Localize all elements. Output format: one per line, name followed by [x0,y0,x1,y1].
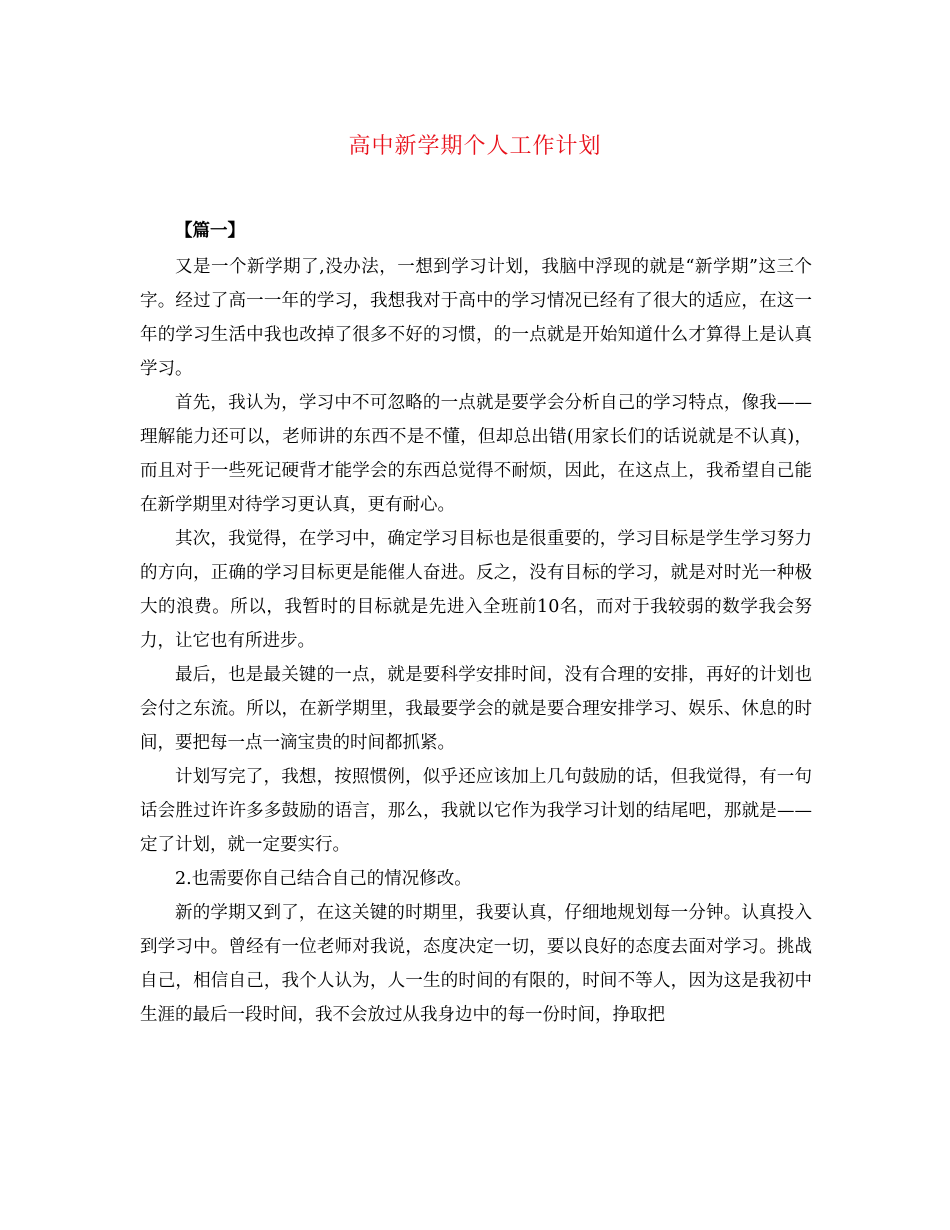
paragraph-5: 计划写完了，我想，按照惯例，似乎还应该加上几句鼓励的话，但我觉得，有一句话会胜过许许多多鼓励的语言，那么，我就以它作为我学习计划的结尾吧，那就是——定了计划，就一定要实行。 [140,767,812,855]
paragraph-1: 又是一个新学期了,没办法，一想到学习计划，我脑中浮现的就是“新学期”这三个字。经过了高一一年的学习，我想我对于高中的学习情况已经有了很大的适应，在这一年的学习生活中我也改掉了很多不好的习惯，的一点就是开始知道什么才算得上是认真学习。 [140,257,812,379]
section-label: 【篇一】 [175,221,245,241]
paragraph-7: 新的学期又到了，在这关键的时期里，我要认真，仔细地规划每一分钟。认真投入到学习中。曾经有一位老师对我说，态度决定一切，要以良好的态度去面对学习。挑战自己，相信自己，我个人认为，人一生的时间的有限的，时间不等人，因为这是我初中生涯的最后一段时间，我不会放过从我身边中的每一份时间，挣取把 [140,903,812,1025]
document-title: 高中新学期个人工作计划 [348,134,602,159]
paragraph-2: 首先，我认为，学习中不可忽略的一点就是要学会分析自己的学习特点，像我——理解能力还可以，老师讲的东西不是不懂，但却总出错(用家长们的话说就是不认真)，而且对于一些死记硬背才能学会的东西总觉得不耐烦，因此，在这点上，我希望自己能在新学期里对待学习更认真，更有耐心。 [140,393,812,515]
document-body [140,214,812,1032]
paragraph-6: 2.也需要你自己结合自己的情况修改。 [175,869,472,889]
paragraph-4: 最后，也是最关键的一点，就是要科学安排时间，没有合理的安排，再好的计划也会付之东流。所以，在新学期里，我最要学会的就是要合理安排学习、娱乐、休息的时间，要把每一点一滴宝贵的时间都抓紧。 [140,665,812,753]
paragraph-3: 其次，我觉得，在学习中，确定学习目标也是很重要的，学习目标是学生学习努力的方向，正确的学习目标更是能催人奋进。反之，没有目标的学习，就是对时光一种极大的浪费。所以，我暂时的目标就是先进入全班前10名，而对于我较弱的数学我会努力，让它也有所进步。 [140,529,812,651]
